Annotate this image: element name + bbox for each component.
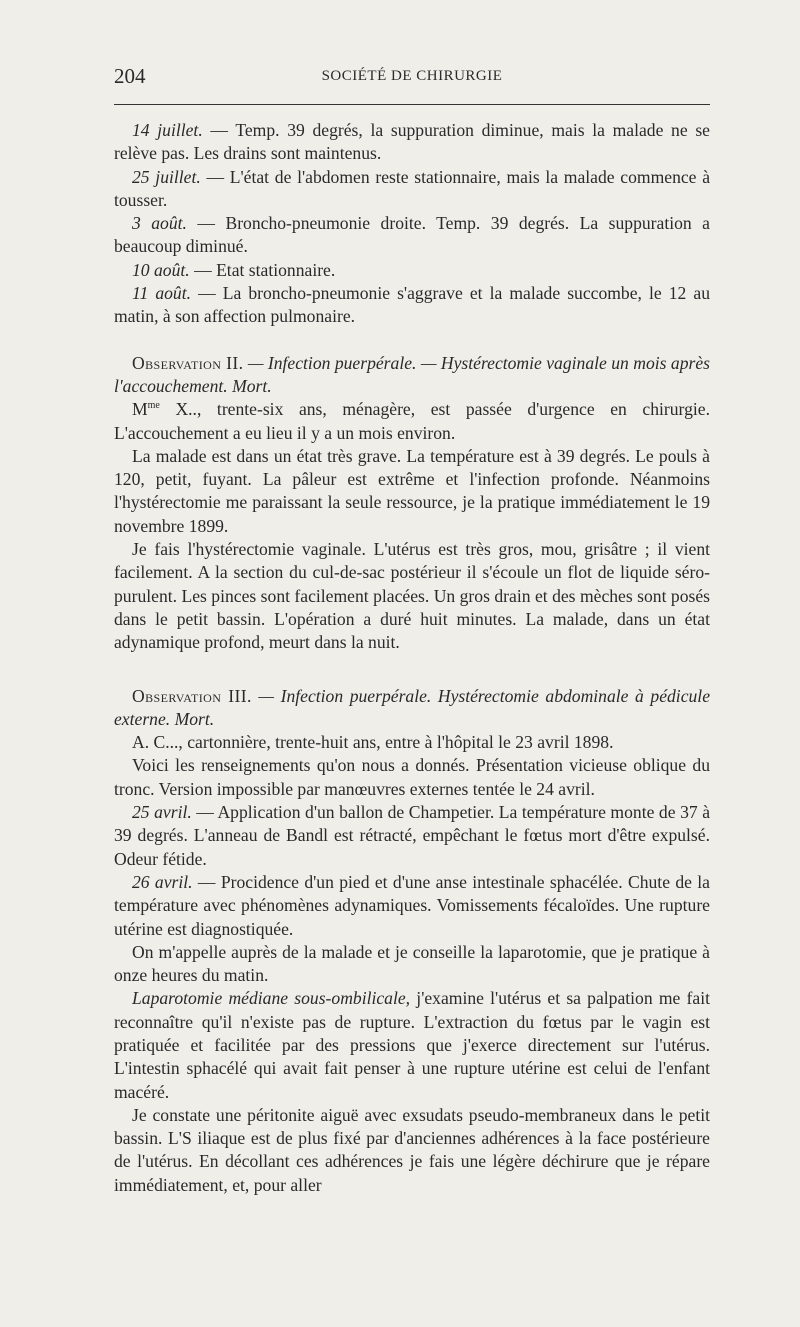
title-sup: me [147, 400, 160, 412]
case-entry [114, 259, 710, 282]
observation-heading [114, 685, 710, 732]
paragraph: Je constate une péritonite aiguë avec exsudats pseudo-membraneux dans le petit bassin. L'S iliaque est de plus fixé par d'anciennes adhérences à la face postérieure de l'utérus. En décollant ces adhérences je fais une légère déchirure que je répare immédiatement, et, pour aller [114, 1104, 710, 1195]
entry-text: — Application d'un ballon de Champetier. La température monte de 37 à 39 degrés. L'anneau de Bandl est rétracté, empêchant le fœtus mort d'être expulsé. Odeur fétide. [114, 802, 710, 869]
paragraph: A. C..., cartonnière, trente-huit ans, entre à l'hôpital le 23 avril 1898. [132, 732, 614, 753]
case-entry [114, 871, 710, 941]
observation-heading [114, 352, 710, 399]
case-entry [114, 212, 710, 259]
paragraph-text: j'examine l'utérus et sa palpation me fait reconnaître qu'il n'existe pas de rupture. L'extraction du fœtus par le vagin est pratiquée et facilitée par des pressions que j'exerce directement sur l'utérus. L'intestin sphacélé qui avait fait penser à une rupture utérine est celui de l'enfant macéré. [114, 988, 711, 1102]
entry-date: 26 avril. [132, 871, 193, 892]
case-entry [114, 282, 710, 329]
entry-date: 11 août. [132, 283, 192, 304]
entry-date: 10 août. [132, 259, 190, 280]
paragraph-text: X.., trente-six ans, ménagère, est passée d'urgence en chirurgie. L'accouchement a eu lieu il y a un mois environ. [114, 399, 710, 443]
page-header [114, 64, 710, 94]
observation-label: Observation III. [132, 685, 252, 706]
paragraph: Voici les renseignements qu'on nous a donnés. Présentation vicieuse oblique du tronc. Version impossible par manœuvres externes tentée le 24 avril. [114, 755, 710, 799]
entry-text: — Broncho-pneumonie droite. Temp. 39 degrés. La suppuration a beaucoup diminué. [114, 213, 710, 257]
entry-text: — L'état de l'abdomen reste stationnaire, mais la malade commence à tousser. [114, 166, 711, 210]
entry-date: 25 avril. [132, 802, 192, 823]
case-entry [114, 119, 710, 166]
paragraph [114, 398, 710, 445]
paragraph: La malade est dans un état très grave. La température est à 39 degrés. Le pouls à 120, petit, fuyant. La pâleur est extrême et l'infection profonde. Néanmoins l'hystérectomie me paraissant la seule ressource, je la pratique immédiatement le 19 novembre 1899. [114, 445, 710, 536]
entry-date: 25 juillet. [132, 166, 201, 187]
entry-text: — Temp. 39 degrés, la suppuration diminue, mais la malade ne se relève pas. Les drains sont maintenus. [114, 120, 710, 164]
header-rule [114, 104, 710, 105]
paragraph [114, 987, 710, 1103]
paragraph: Je fais l'hystérectomie vaginale. L'utérus est très gros, mou, grisâtre ; il vient facilement. A la section du cul-de-sac postérieur il s'écoule un flot de liquide séro-purulent. Les pinces sont facilement placées. Un gros drain et des mèches sont posés dans le petit bassin. L'opération a duré huit minutes. La malade, dans un état adynamique profond, meurt dans la nuit. [114, 539, 710, 653]
running-title: SOCIÉTÉ DE CHIRURGIE [321, 68, 503, 84]
procedure-name: Laparotomie médiane sous-ombilicale, [132, 988, 411, 1009]
entry-text: — Etat stationnaire. [189, 259, 336, 280]
title-abbr: M [132, 399, 148, 420]
entry-date: 14 juillet. [132, 120, 203, 140]
case-entry [114, 801, 710, 871]
entry-text: — Procidence d'un pied et d'une anse intestinale sphacélée. Chute de la température avec phénomènes adynamiques. Vomissements fécaloïdes. Une rupture utérine est diagnostiquée. [114, 871, 710, 939]
case-entry [114, 166, 710, 213]
observation-title: — Infection puerpérale. Hystérectomie abdominale à pédicule externe. Mort. [114, 685, 710, 729]
paragraph: On m'appelle auprès de la malade et je conseille la laparotomie, que je pratique à onze heures du matin. [114, 941, 710, 986]
entry-text: — La broncho-pneumonie s'aggrave et la malade succombe, le 12 au matin, à son affection pulmonaire. [114, 283, 710, 327]
page-number: 204 [114, 64, 146, 88]
body-text [114, 119, 710, 1197]
observation-title: — Infection puerpérale. — Hystérectomie vaginale un mois après l'accouchement. Mort. [114, 352, 710, 396]
entry-date: 3 août. [132, 213, 187, 234]
observation-label: Observation II. [132, 352, 244, 373]
